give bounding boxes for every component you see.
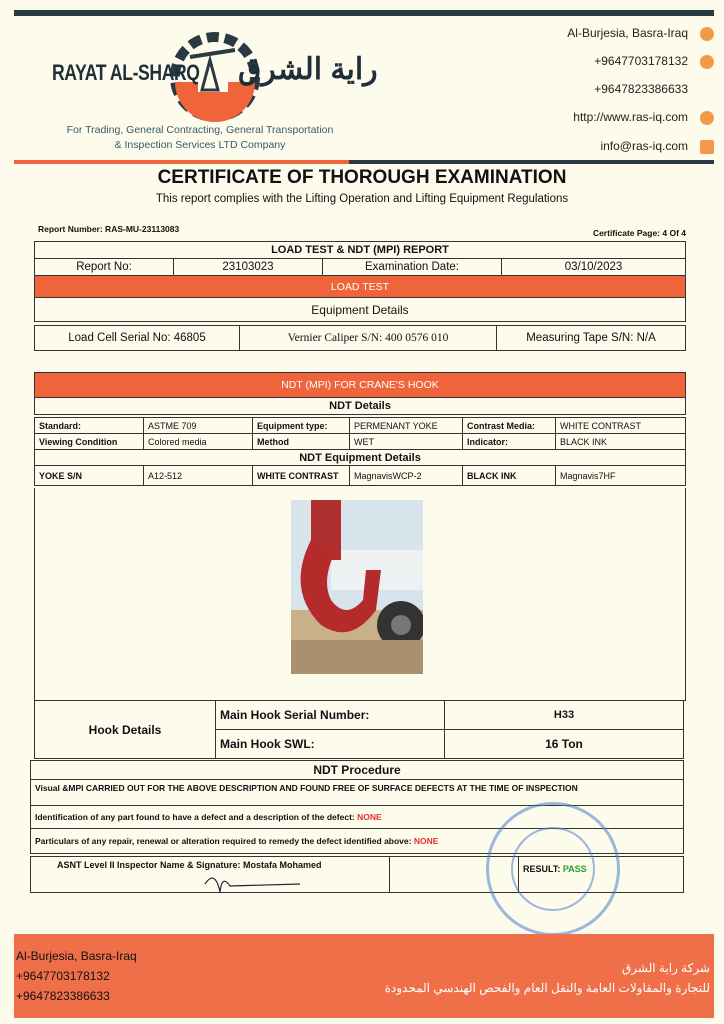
top-bar <box>14 10 714 16</box>
equipment-type-label: Equipment type: <box>253 418 350 434</box>
indicator-value: BLACK INK <box>556 434 686 450</box>
white-contrast-value: MagnavisWCP-2 <box>350 466 463 486</box>
contact-email[interactable]: info@ras-iq.com <box>600 139 688 153</box>
equipment-details-heading: Equipment Details <box>35 298 686 322</box>
equipment-type-value: PERMENANT YOKE <box>350 418 463 434</box>
load-cell-serial: Load Cell Serial No: 46805 <box>35 326 240 351</box>
hook-swl-label: Main Hook SWL: <box>216 730 445 759</box>
standard-value: ASTME 709 <box>144 418 253 434</box>
company-name-en: RAYAT AL-SHARQ <box>52 60 200 85</box>
load-test-table <box>34 241 686 322</box>
equipment-table <box>34 325 686 351</box>
hook-serial-value: H33 <box>445 701 684 730</box>
black-ink-label: BLACK INK <box>463 466 556 486</box>
footer-arabic <box>385 958 710 998</box>
contact-website[interactable]: http://www.ras-iq.com <box>573 110 688 124</box>
company-stamp <box>486 802 620 936</box>
viewing-condition-label: Viewing Condition <box>35 434 144 450</box>
tagline-line-1: For Trading, General Contracting, General Transportation <box>66 124 334 136</box>
white-contrast-label: WHITE CONTRAST <box>253 466 350 486</box>
indicator-label: Indicator: <box>463 434 556 450</box>
yoke-label: YOKE S/N <box>35 466 144 486</box>
ndt-table <box>34 372 686 415</box>
report-heading: LOAD TEST & NDT (MPI) REPORT <box>35 242 686 259</box>
footer-arabic-line-1: شركة راية الشرق <box>621 961 710 975</box>
company-tagline <box>20 123 380 153</box>
certificate-title: CERTIFICATE OF THOROUGH EXAMINATION <box>157 167 567 188</box>
report-no-label: Report No: <box>35 259 174 276</box>
mail-icon <box>700 140 714 154</box>
black-ink-value: Magnavis7HF <box>556 466 686 486</box>
repair-answer: NONE <box>413 836 439 846</box>
exam-date-label: Examination Date: <box>323 259 502 276</box>
contrast-media-value: WHITE CONTRAST <box>556 418 686 434</box>
measuring-tape-serial: Measuring Tape S/N: N/A <box>497 326 686 351</box>
ndt-equipment-heading: NDT Equipment Details <box>35 450 686 466</box>
report-number: Report Number: RAS-MU-23113083 <box>38 224 180 234</box>
inspector-signature: ASNT Level II Inspector Name & Signature: Mostafa Mohamed <box>31 857 390 893</box>
globe-icon <box>700 111 714 125</box>
ndt-banner: NDT (MPI) FOR CRANE'S HOOK <box>35 373 686 398</box>
repair-question: Particulars of any repair, renewal or alteration required to remedy the defect identified above: <box>35 836 414 846</box>
contact-phone-2: +9647823386633 <box>594 82 688 96</box>
report-no-value: 23103023 <box>174 259 323 276</box>
result-value: PASS <box>562 864 587 874</box>
tagline-line-2: & Inspection Services LTD Company <box>114 139 286 151</box>
header-divider-orange <box>14 160 349 164</box>
footer-address: Al-Burjesia, Basra-Iraq <box>16 949 137 963</box>
hook-details-table <box>34 700 684 759</box>
phone-icon <box>700 55 714 69</box>
viewing-condition-value: Colored media <box>144 434 253 450</box>
hook-swl-value: 16 Ton <box>445 730 684 759</box>
contact-phone-1: +9647703178132 <box>594 54 688 68</box>
hook-serial-label: Main Hook Serial Number: <box>216 701 445 730</box>
exam-date-value: 03/10/2023 <box>502 259 686 276</box>
defect-answer: NONE <box>357 812 382 822</box>
header-divider-dark <box>349 160 714 164</box>
method-value: WET <box>350 434 463 450</box>
certificate-page: Certificate Page: 4 Of 4 <box>592 228 686 238</box>
footer-contact <box>16 946 137 1006</box>
ndt-details-table <box>34 417 686 486</box>
procedure-line-1: Visual &MPI CARRIED OUT FOR THE ABOVE DESCRIPTION AND FOUND FREE OF SURFACE DEFECTS AT THE TIME OF INSPECTION <box>31 780 684 806</box>
signature-mark <box>200 864 310 896</box>
location-icon <box>700 27 714 41</box>
contact-address: Al-Burjesia, Basra-Iraq <box>567 26 688 40</box>
load-test-banner: LOAD TEST <box>35 276 686 298</box>
contrast-media-label: Contrast Media: <box>463 418 556 434</box>
yoke-value: A12-512 <box>144 466 253 486</box>
certificate-subtitle: This report complies with the Lifting Operation and Lifting Equipment Regulations <box>155 193 569 205</box>
footer-arabic-line-2: للتجارة والمقاولات العامة والنقل العام والفحص الهندسي المحدودة <box>384 981 710 995</box>
method-label: Method <box>253 434 350 450</box>
crane-hook-photo <box>291 500 423 674</box>
result-label: RESULT: <box>523 864 563 874</box>
procedure-heading: NDT Procedure <box>31 761 684 780</box>
standard-label: Standard: <box>35 418 144 434</box>
footer-phone-1: +9647703178132 <box>16 969 110 983</box>
hook-details-label: Hook Details <box>35 701 216 759</box>
vernier-caliper-serial: Vernier Caliper S/N: 400 0576 010 <box>240 326 497 351</box>
company-name-ar: راية الشرق <box>238 53 378 86</box>
defect-question: Identification of any part found to have a defect and a description of the defect: <box>35 812 358 822</box>
ndt-details-heading: NDT Details <box>35 398 686 415</box>
footer-phone-2: +9647823386633 <box>16 989 110 1003</box>
